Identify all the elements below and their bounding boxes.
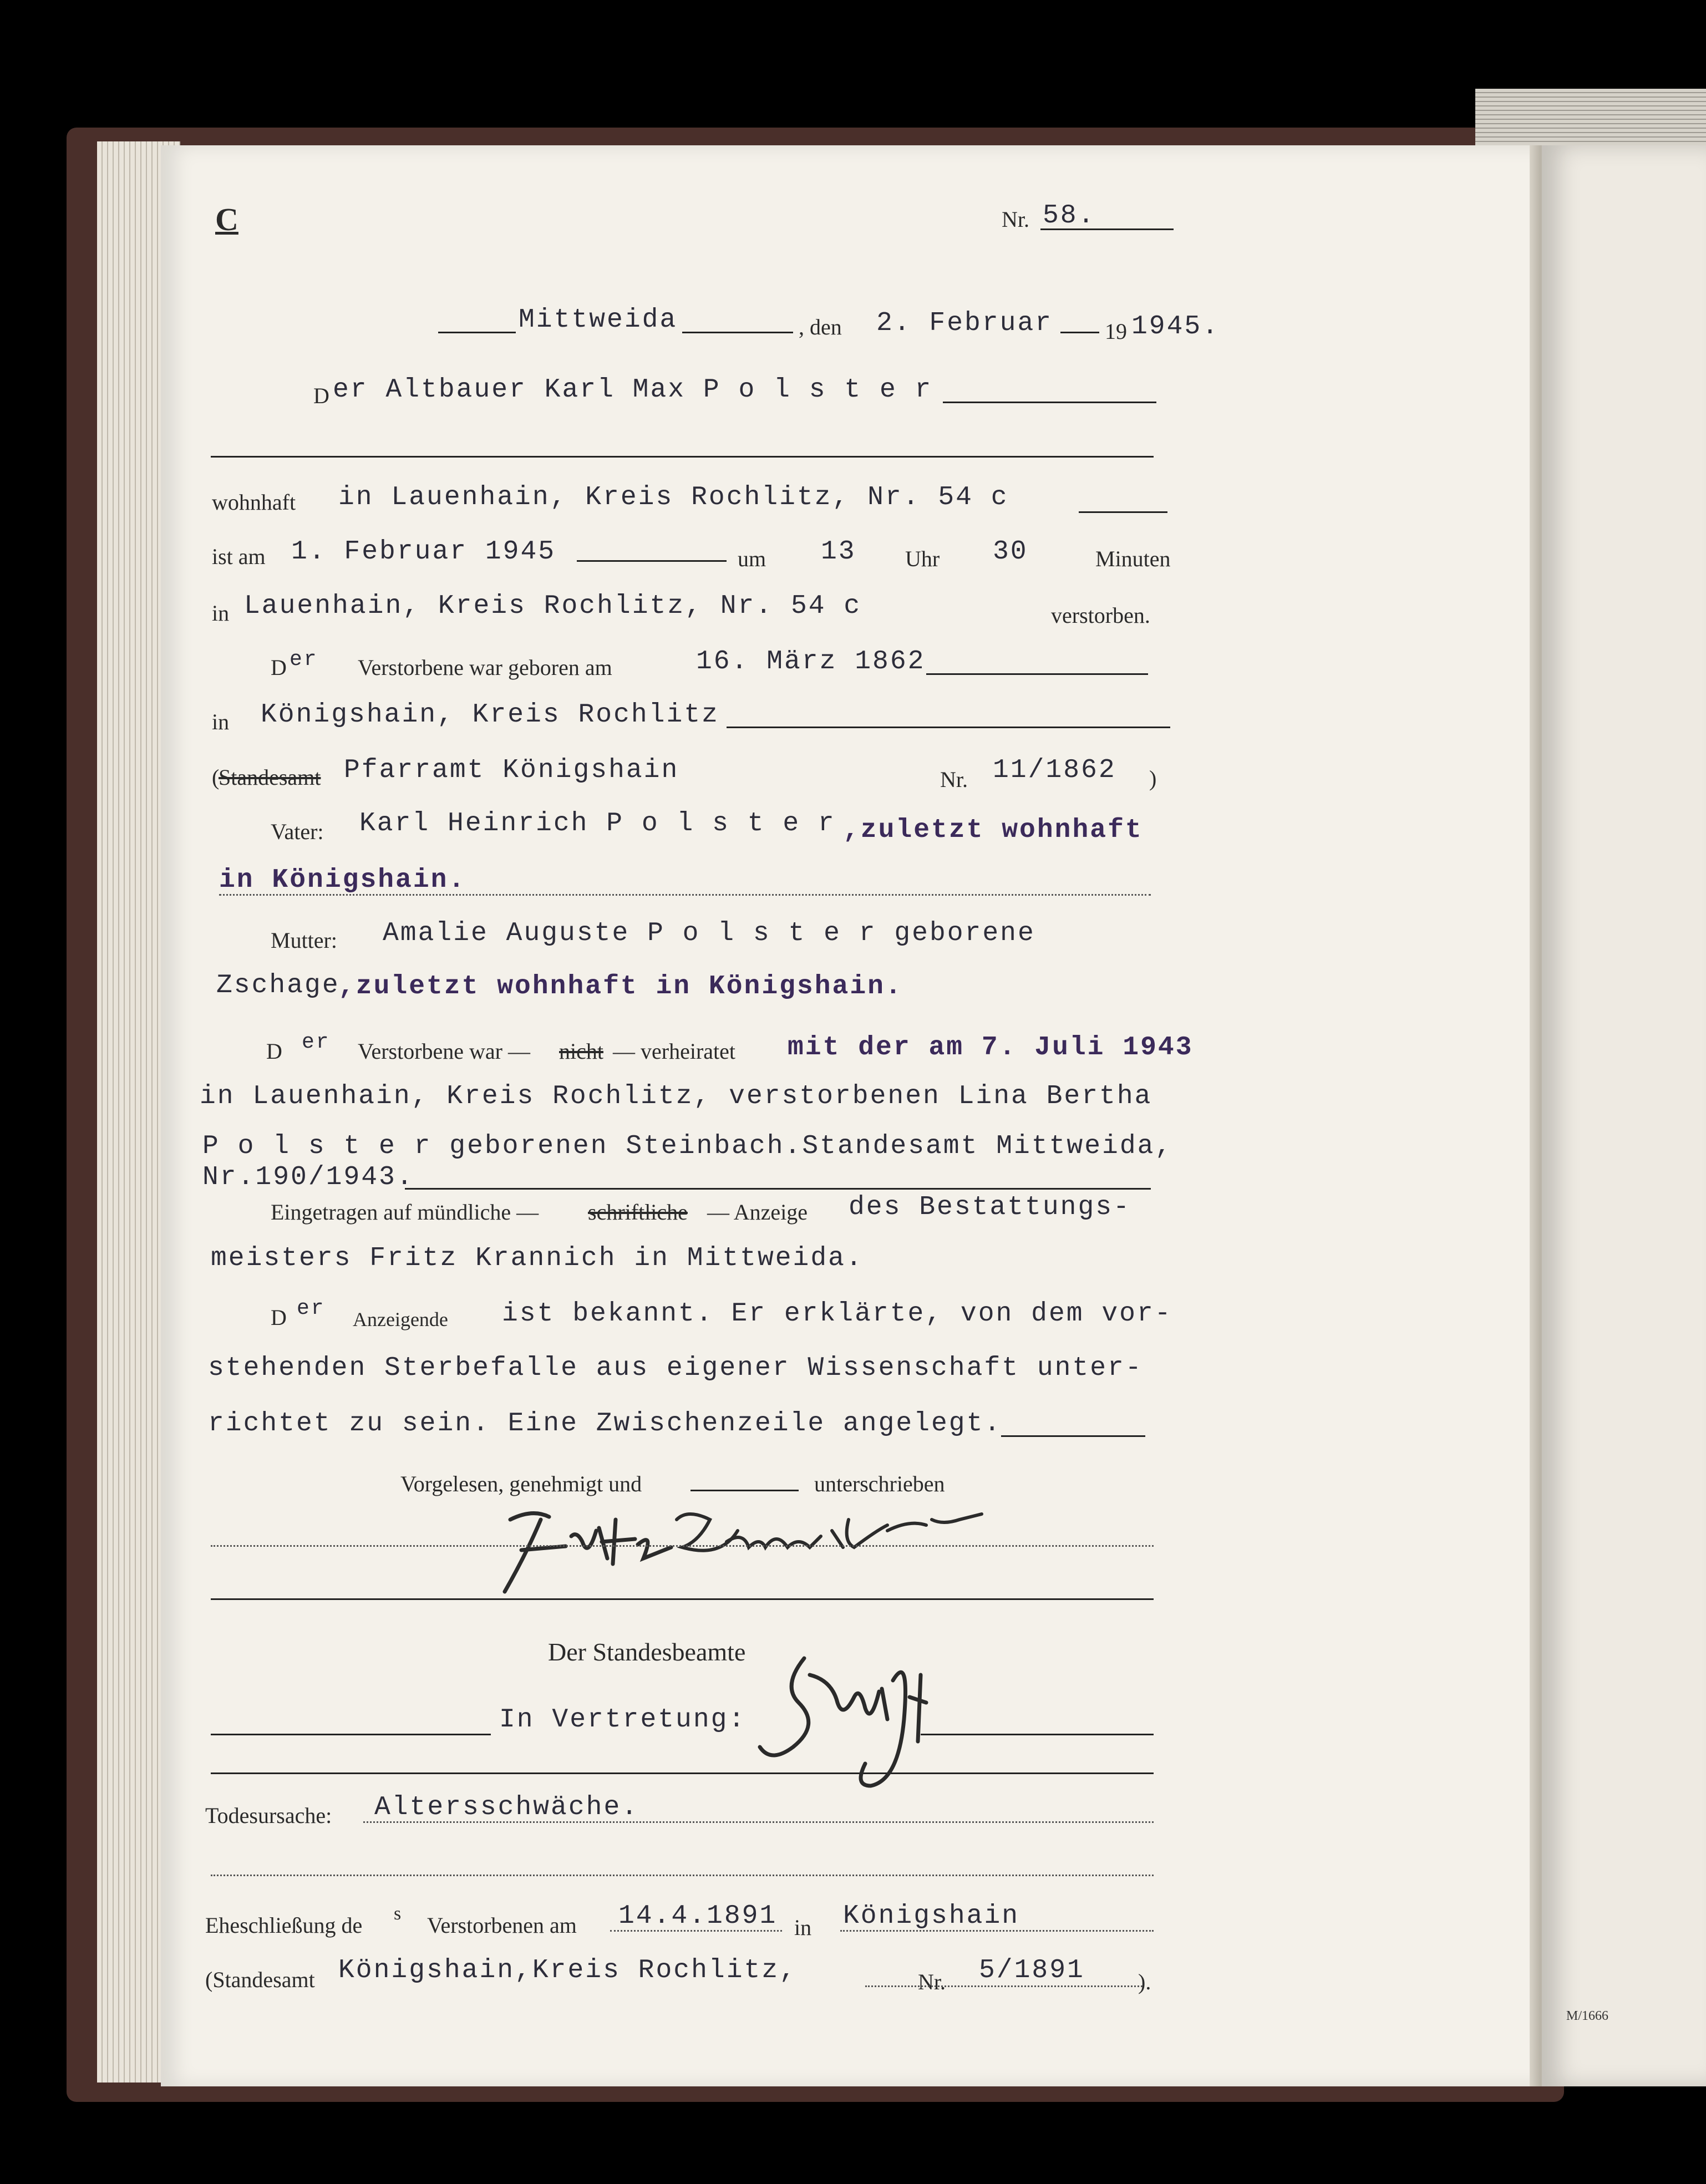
place: Mittweida [519,305,678,335]
eheschliessung-label: Eheschließung de [205,1913,363,1938]
vater-label: Vater: [271,819,324,844]
deceased-name: er Altbauer Karl Max P o l s t e r [333,375,933,405]
rule [865,1985,1143,1987]
mutter-label: Mutter: [271,928,337,953]
rule [211,1545,1154,1547]
close2: ). [1138,1969,1151,1994]
statement-line3: richtet zu sein. Eine Zwischenzeile angelegt. [208,1409,1002,1439]
mother-name: Amalie Auguste P o l s t e r geborene [383,918,1035,948]
in3-label: in [794,1915,812,1940]
rule [1079,511,1167,513]
mother-line2-a: Zschage [216,971,340,1000]
rule [610,1930,782,1932]
rule [1060,332,1099,333]
ist-am-label: ist am [212,544,266,569]
year: 1945. [1131,312,1220,342]
record-date: 2. Februar [876,308,1053,338]
standesamt-struck: Standesamt [219,765,321,790]
vorgelesen-label: Vorgelesen, genehmigt und [400,1471,642,1496]
verheiratet-label2: — verheiratet [613,1039,735,1064]
eheschliessung-label2: Verstorbenen am [427,1913,577,1938]
rule [921,1734,1154,1735]
statement-line1: ist bekannt. Er erklärte, von dem vor- [502,1299,1172,1329]
rule [219,894,1151,896]
den-label: , den [799,314,842,339]
form-letter: C [215,201,238,237]
d3-suffix: er [302,1030,331,1054]
book-top-edge [1475,89,1706,150]
rule [682,332,793,333]
death-minutes: 30 [993,537,1028,567]
facing-page [1542,145,1706,2086]
father-residence-line2: in Königshain. [219,865,466,895]
rule [1001,1435,1145,1437]
rule [690,1490,799,1491]
death-place: Lauenhain, Kreis Rochlitz, Nr. 54 c [244,591,862,621]
death-date: 1. Februar 1945 [291,537,556,567]
informant-line2: meisters Fritz Krannich in Mittweida. [211,1243,864,1273]
verstorben-label: verstorben. [1051,603,1150,628]
standesamt2-label: (Standesamt [205,1967,315,1992]
schriftliche-struck: schriftliche [588,1200,688,1225]
rule [926,673,1148,675]
informant-signature [488,1497,998,1597]
nicht-struck: nicht [559,1039,603,1064]
vertretung-label: In Vertretung: [499,1705,747,1735]
um-label: um [738,546,766,571]
cause-of-death: Altersschwäche. [374,1792,639,1822]
d4-prefix: D [271,1305,287,1330]
death-hour: 13 [821,537,856,567]
marriage-date: 14.4.1891 [618,1901,778,1931]
d-prefix: D [313,383,329,408]
verheiratet-label: Verstorbene war — [358,1039,530,1064]
residence: in Lauenhain, Kreis Rochlitz, Nr. 54 c [338,482,1009,512]
wohnhaft-label: wohnhaft [212,490,296,515]
d4-suffix: er [297,1297,326,1320]
d2-suffix: er [290,648,318,672]
rule [211,1734,491,1735]
official-signature [727,1636,937,1797]
rule [438,332,516,333]
nr2-label: Nr. [940,767,968,792]
minuten-label: Minuten [1095,546,1171,571]
record-number: 58. [1043,201,1096,231]
standesbeamte-label: Der Standesbeamte [548,1638,746,1666]
rule [943,402,1156,403]
rule [211,1772,1154,1774]
nr3-label: Nr. [918,1969,946,1994]
standesamt-open: ( [212,765,220,790]
birth-register-office: Pfarramt Königshain [344,755,679,785]
form-code: M/1666 [1566,2009,1609,2023]
year-prefix: 19 [1105,319,1127,344]
father-residence: ,zuletzt wohnhaft [843,815,1143,845]
unterschrieben-label: unterschrieben [814,1471,945,1496]
birth-place: Königshain, Kreis Rochlitz [261,700,719,730]
eheschliessung-sup: s [394,1903,402,1924]
spouse-line3: P o l s t e r geborenen Steinbach.Standesamt Mittweida, [202,1131,1173,1161]
spouse-line2: in Lauenhain, Kreis Rochlitz, verstorbenen Lina Bertha [200,1081,1152,1111]
rule [577,560,727,562]
anzeige-label: — Anzeige [707,1200,808,1225]
geboren-label: Verstorbene war geboren am [358,655,612,680]
birth-date: 16. März 1862 [696,647,926,677]
close-paren: ) [1149,766,1157,791]
d3-prefix: D [266,1039,282,1064]
nr-label: Nr. [1002,207,1029,232]
spouse-line1: mit der am 7. Juli 1943 [788,1033,1194,1063]
in-label: in [212,601,230,626]
nr-underline [1040,228,1174,230]
rule [840,1930,1154,1932]
informant-line1: des Bestattungs- [849,1192,1131,1222]
in2-label: in [212,709,230,734]
statement-line2: stehenden Sterbefalle aus eigener Wissenschaft unter- [208,1353,1143,1383]
d2-prefix: D [271,655,287,680]
rule [211,1598,1154,1600]
rule [211,456,1154,458]
spouse-line4: Nr.190/1943. [202,1162,414,1192]
todesursache-label: Todesursache: [205,1803,332,1828]
father-name: Karl Heinrich P o l s t e r [359,809,836,839]
anzeigende-label: Anzeigende [353,1308,448,1330]
rule [405,1188,1151,1190]
marriage-register-number: 5/1891 [979,1956,1085,1985]
birth-register-number: 11/1862 [993,755,1116,785]
eingetragen-label: Eingetragen auf mündliche — [271,1200,539,1225]
uhr-label: Uhr [905,546,940,571]
mother-line2: ,zuletzt wohnhaft in Königshain. [338,972,903,1002]
marriage-place: Königshain [843,1901,1020,1931]
rule [727,727,1170,728]
rule [363,1821,1154,1823]
rule [211,1875,1154,1876]
marriage-register-office: Königshain,Kreis Rochlitz, [338,1956,797,1985]
